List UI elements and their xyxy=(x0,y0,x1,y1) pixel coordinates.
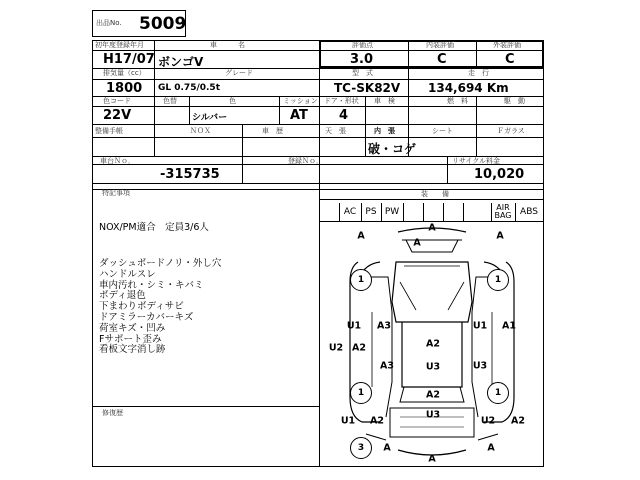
wheel-fl-circle: 1 xyxy=(350,269,372,291)
transmission-value: AT xyxy=(290,108,308,123)
equip-blank xyxy=(463,203,492,221)
inspection-label: 車 検 xyxy=(374,97,395,105)
interior-color-label: 色替 xyxy=(163,97,177,105)
damage-mark: A xyxy=(413,237,421,249)
note-item: 車内汚れ・シミ・キバミ xyxy=(99,279,204,291)
interior-fabric-label: 内 張 xyxy=(374,127,395,135)
nox-label: ＮＯＸ xyxy=(190,127,211,135)
mileage-value: 134,694 Km xyxy=(428,81,509,95)
color-label: 色 xyxy=(229,97,236,105)
exterior-score-value: C xyxy=(505,52,515,67)
damage-mark: A xyxy=(428,222,436,234)
equip-ac: AC xyxy=(339,203,362,221)
note-item: 看板文字消し跡 xyxy=(99,344,166,356)
damage-mark: U3 xyxy=(425,409,441,421)
damage-mark: A xyxy=(496,230,504,242)
spare-circle: 3 xyxy=(350,437,372,459)
interior-fabric-value: 破・コゲ xyxy=(368,142,417,156)
recycle-label: リサイクル料金 xyxy=(452,157,501,165)
equip-ps: PS xyxy=(361,203,382,221)
displacement-label: 排気量（cc） xyxy=(103,69,146,77)
equip-pad xyxy=(319,203,340,221)
note-item: ドアミラーカバーキズ xyxy=(99,312,194,323)
note-item: Fサポート歪み xyxy=(99,333,162,345)
exterior-score-label: 外装評価 xyxy=(493,41,521,49)
wheel-fr-circle: 1 xyxy=(487,269,509,291)
displacement-value: 1800 xyxy=(106,81,143,96)
mileage-label: 走 行 xyxy=(468,69,489,77)
lot-number: 5009 xyxy=(139,14,187,34)
equip-blank xyxy=(403,203,424,221)
equip-airbag: AIR BAG xyxy=(491,203,516,222)
color-code-label: 色コード xyxy=(103,97,131,105)
fuel-label: 燃 料 xyxy=(447,97,468,105)
equipment-header: 装 備 xyxy=(421,190,449,198)
lot-box xyxy=(92,10,186,37)
damage-mark: U3 xyxy=(472,360,488,372)
notes-header: 特記事項 xyxy=(102,189,130,197)
note-item: ダッシュボードノリ・外し穴 xyxy=(99,258,222,269)
chassis-no-value: -315735 xyxy=(160,167,220,182)
transmission-label: ミッション xyxy=(283,97,318,105)
reg-no-label: 登録Ｎｏ． xyxy=(288,157,323,165)
notes-line1: NOX/PM適合 定員3/6人 xyxy=(99,222,209,233)
equip-blank xyxy=(443,203,464,221)
damage-mark: U1 xyxy=(472,320,488,332)
grade-value: GL 0.75/0.5t xyxy=(158,83,220,93)
recycle-value: 10,020 xyxy=(474,167,525,182)
roof-label: 天 張 xyxy=(325,127,346,135)
note-item: ハンドルスレ xyxy=(99,268,156,280)
doors-value: 4 xyxy=(339,108,349,123)
equip-pw: PW xyxy=(381,203,404,221)
damage-mark: A2 xyxy=(426,338,440,350)
wheel-rr-circle: 1 xyxy=(487,382,509,404)
note-item: 荷室キズ・凹み xyxy=(99,322,166,334)
manual-label: 整備手帳 xyxy=(95,127,123,135)
damage-mark: A xyxy=(357,230,365,242)
color-code-value: 22V xyxy=(103,108,132,123)
damage-mark: A3 xyxy=(377,320,391,332)
score-label: 評価点 xyxy=(352,41,373,49)
interior-score-label: 内装評価 xyxy=(426,41,454,49)
car-history-label: 車 歴 xyxy=(262,127,283,135)
damage-mark: A xyxy=(383,442,391,454)
repair-history-label: 修復歴 xyxy=(102,409,123,417)
damage-mark: A3 xyxy=(380,360,394,372)
damage-mark: A2 xyxy=(511,415,525,427)
doors-label: ドア・形状 xyxy=(324,97,359,105)
equip-blank xyxy=(423,203,444,221)
color-value: シルバー xyxy=(192,113,228,123)
interior-score-value: C xyxy=(437,52,447,67)
car-name-label: 車 名 xyxy=(210,41,245,49)
lot-label: 出品No. xyxy=(96,19,122,27)
first-reg-label: 初年度登録年月 xyxy=(95,41,144,49)
damage-mark: A2 xyxy=(352,342,366,354)
damage-mark: U3 xyxy=(425,361,441,373)
damage-mark: U1 xyxy=(340,415,356,427)
model-label: 型 式 xyxy=(352,69,373,77)
note-item: 下まわりボディサビ xyxy=(99,301,184,313)
wheel-rl-circle: 1 xyxy=(350,382,372,404)
damage-mark: A1 xyxy=(502,320,516,332)
seat-label: シート xyxy=(432,127,453,135)
damage-mark: U1 xyxy=(346,320,362,332)
model-value: TC-SK82V xyxy=(334,81,401,95)
chassis-no-label: 車台Ｎｏ． xyxy=(100,157,135,165)
note-item: ボディ退色 xyxy=(99,290,146,302)
damage-mark: A2 xyxy=(370,415,384,427)
drive-label: 駆 動 xyxy=(504,97,525,105)
damage-mark: A xyxy=(428,453,436,465)
grade-label: グレード xyxy=(225,69,253,77)
damage-mark: A2 xyxy=(426,389,440,401)
damage-mark: U2 xyxy=(328,342,344,354)
score-value: 3.0 xyxy=(350,52,374,67)
f-glass-label: Ｆガラス xyxy=(497,127,525,135)
damage-mark: U2 xyxy=(480,415,496,427)
equip-abs: ABS xyxy=(520,207,538,217)
first-reg-value: H17/07 xyxy=(103,52,155,67)
car-name-value: ボンゴV xyxy=(158,55,204,69)
damage-mark: A xyxy=(487,442,495,454)
